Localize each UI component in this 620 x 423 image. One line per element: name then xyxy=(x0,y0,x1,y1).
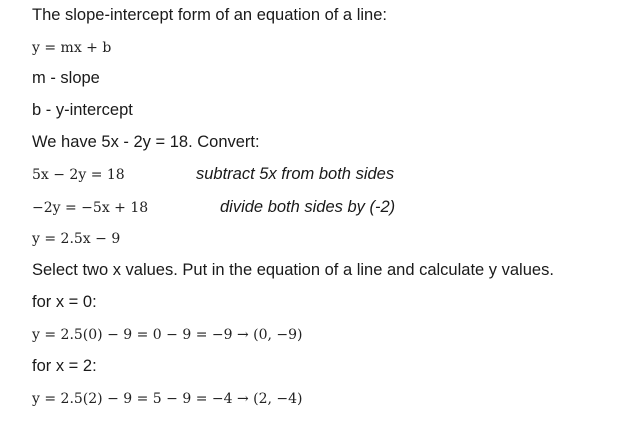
instruction-text: Select two x values. Put in the equation of a line and calculate y values. xyxy=(32,261,554,279)
slope-definition: m - slope xyxy=(32,69,100,87)
case1-label: for x = 0: xyxy=(32,293,97,311)
case2-label: for x = 2: xyxy=(32,357,97,375)
step2-note: divide both sides by (-2) xyxy=(220,198,396,216)
general-form-equation: y = mx + b xyxy=(32,40,112,56)
case1-calculation: y = 2.5(0) − 9 = 0 − 9 = −9 → (0, −9) xyxy=(32,327,303,343)
step2-equation: −2y = −5x + 18 xyxy=(32,200,149,216)
step1-equation: 5x − 2y = 18 xyxy=(32,167,125,183)
step1-note: subtract 5x from both sides xyxy=(196,165,395,183)
given-equation-text: We have 5x - 2y = 18. Convert: xyxy=(32,133,260,151)
case2-calculation: y = 2.5(2) − 9 = 5 − 9 = −4 → (2, −4) xyxy=(32,391,303,407)
intercept-definition: b - y-intercept xyxy=(32,101,133,119)
step3-equation: y = 2.5x − 9 xyxy=(32,231,121,247)
intro-text: The slope-intercept form of an equation of a line: xyxy=(32,6,387,24)
